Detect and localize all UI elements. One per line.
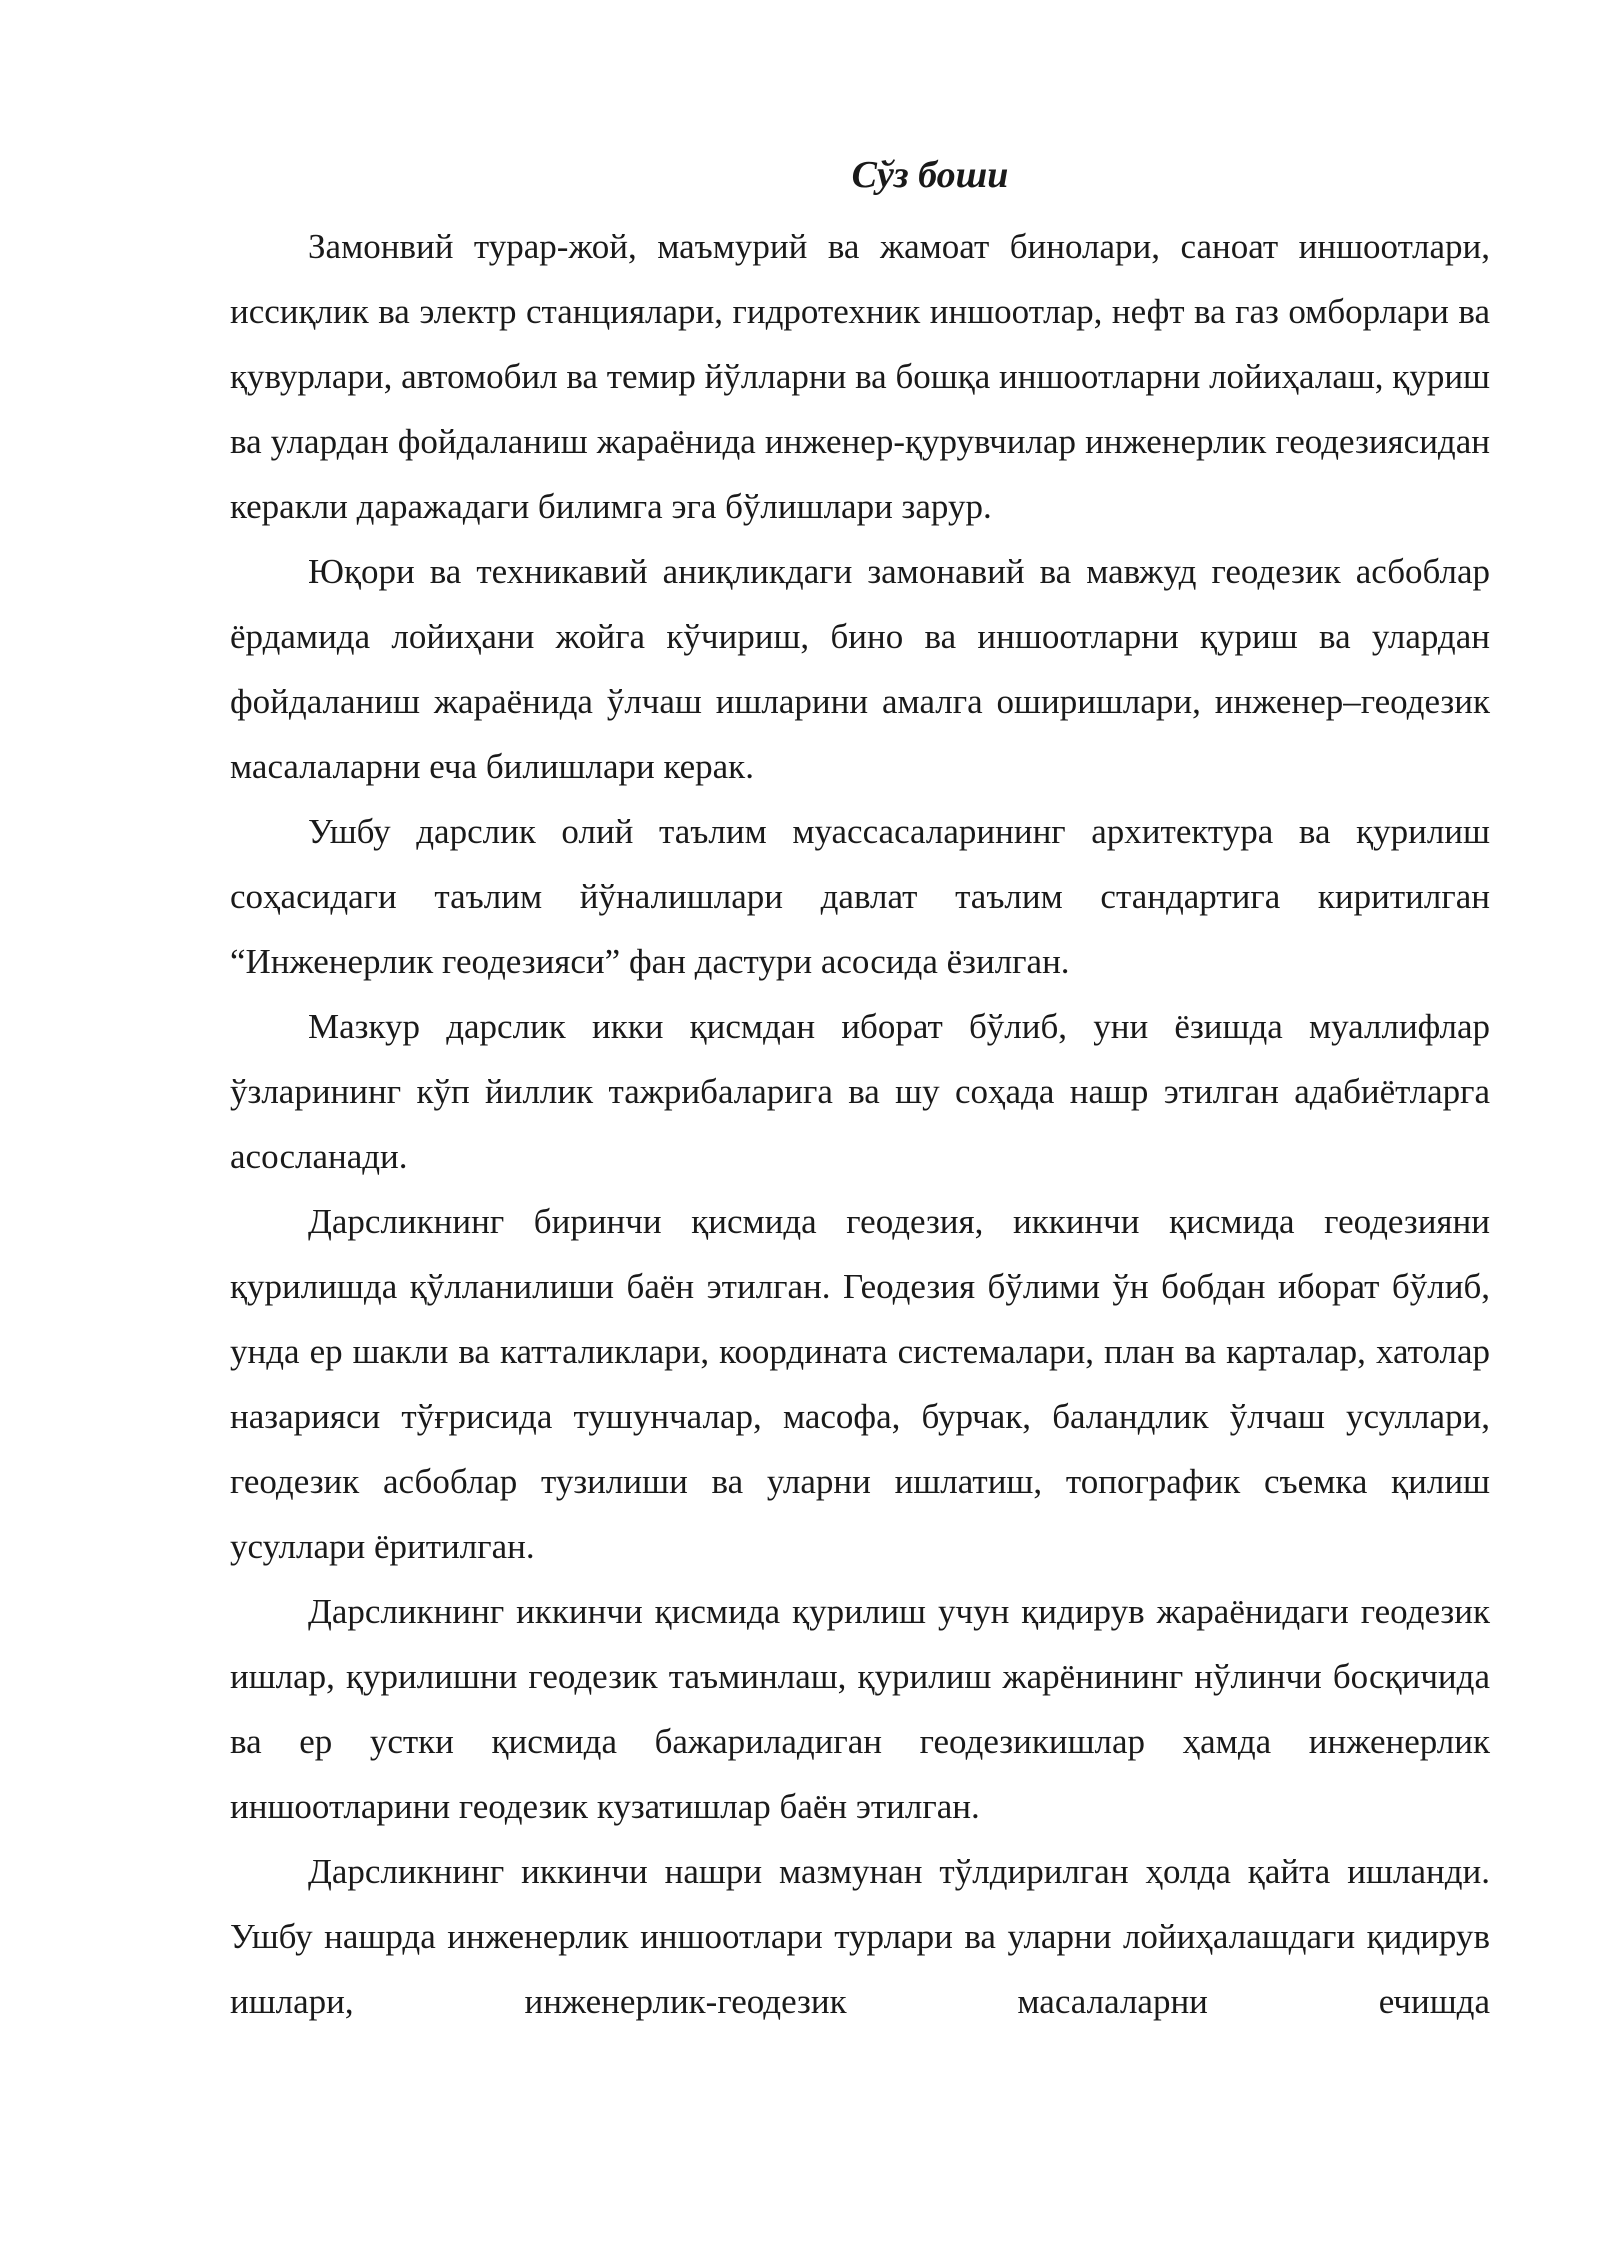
document-page (230, 150, 1490, 2034)
paragraph-2: Юқори ва техникавий аниқликдаги замонавий ва мавжуд геодезик асбоблар ёрдамида лойиҳани жойга кўчириш, бино ва иншоотларни қуриш ва улардан фойдаланиш жараёнида ўлчаш ишларини амалга оширишлари, инженер–геодезик масалаларни еча билишлари керак. (230, 552, 1490, 786)
paragraph-7: Дарсликнинг иккинчи нашри мазмунан тўлдирилган ҳолда қайта ишланди. Ушбу нашрда инженерлик иншоотлари турлари ва уларни лойиҳалашдаги қидирув ишлари, инженерлик-геодезик масалаларни ечишда (230, 1852, 1490, 2021)
paragraph-5: Дарсликнинг биринчи қисмида геодезия, иккинчи қисмида геодезияни қурилишда қўлланилиши баён этилган. Геодезия бўлими ўн бобдан иборат бўлиб, унда ер шакли ва катталиклари, координата системалари, план ва карталар, хатолар назарияси тўғрисида тушунчалар, масофа, бурчак, баландлик ўлчаш усуллари, геодезик асбоблар тузилиши ва уларни ишлатиш, топографик съемка қилиш усуллари ёритилган. (230, 1202, 1490, 1566)
page-title: Сўз боши (851, 154, 1009, 196)
paragraph-4: Мазкур дарслик икки қисмдан иборат бўлиб, уни ёзишда муаллифлар ўзларининг кўп йиллик тажрибаларига ва шу соҳада нашр этилган адабиётларга асосланади. (230, 1007, 1490, 1176)
paragraph-6: Дарсликнинг иккинчи қисмида қурилиш учун қидирув жараёнидаги геодезик ишлар, қурилишни геодезик таъминлаш, қурилиш жарёнининг нўлинчи босқичида ва ер устки қисмида бажариладиган геодезикишлар ҳамда инженерлик иншоотларини геодезик кузатишлар баён этилган. (230, 1592, 1490, 1826)
paragraph-3: Ушбу дарслик олий таълим муассасаларининг архитектура ва қурилиш соҳасидаги таълим йўналишлари давлат таълим стандартига киритилган “Инженерлик геодезияси” фан дастури асосида ёзилган. (230, 812, 1490, 981)
paragraph-1: Замонвий турар-жой, маъмурий ва жамоат бинолари, саноат иншоотлари, иссиқлик ва электр станциялари, гидротехник иншоотлар, нефт ва газ омборлари ва қувурлари, автомобил ва темир йўлларни ва бошқа иншоотларни лойиҳалаш, қуриш ва улардан фойдаланиш жараёнида инженер-қурувчилар инженерлик геодезиясидан керакли даражадаги билимга эга бўлишлари зарур. (230, 227, 1490, 526)
